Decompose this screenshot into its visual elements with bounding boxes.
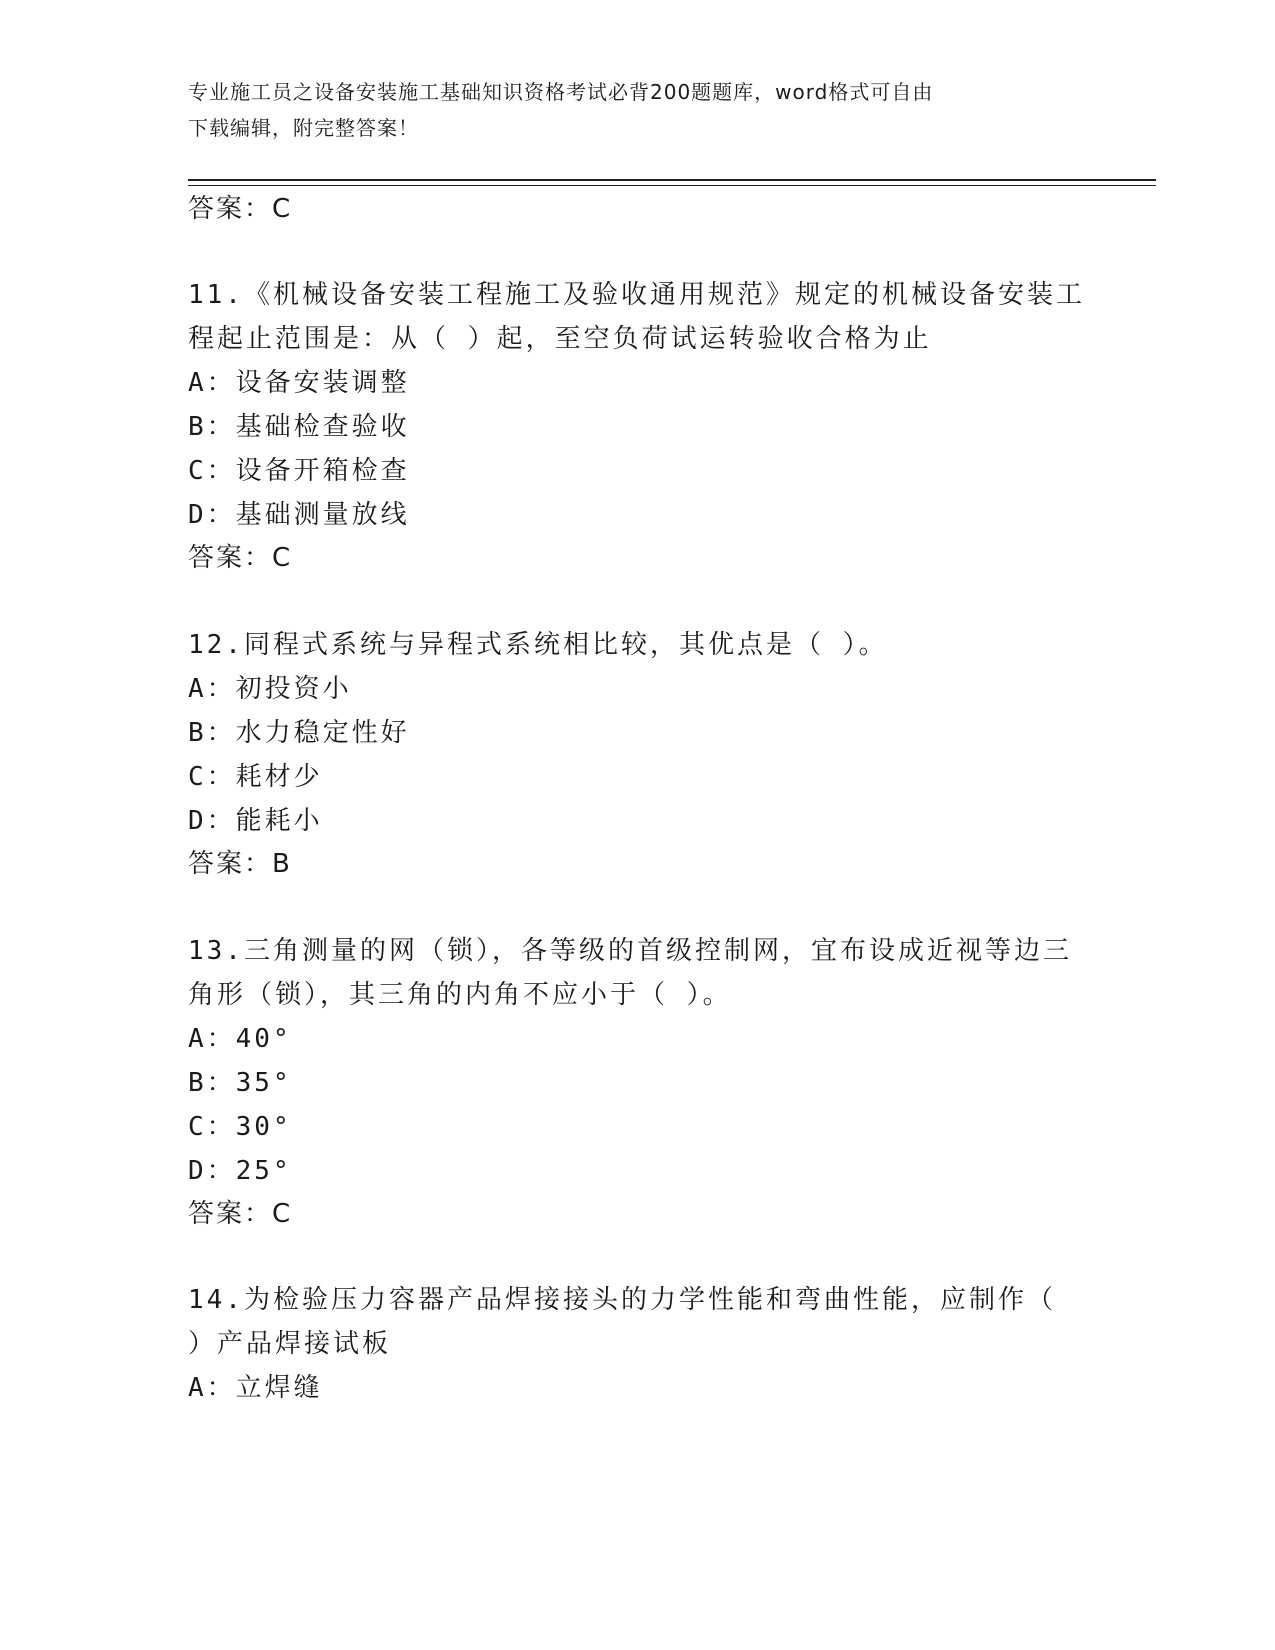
- q14-stem-line-2: ）产品焊接试板: [188, 1329, 392, 1359]
- q13-option-b: B：35°: [188, 1068, 292, 1098]
- q12-option-d: D：能耗小: [188, 806, 323, 836]
- q11-option-a: A：设备安装调整: [188, 368, 410, 398]
- header-divider-thin: [188, 185, 1156, 186]
- q13-option-c: C：30°: [188, 1112, 292, 1142]
- q11-stem-line-1: 11.《机械设备安装工程施工及验收通用规范》规定的机械设备安装工: [188, 280, 1085, 310]
- q11-stem-line-2: 程起止范围是：从（ ）起，至空负荷试运转验收合格为止: [188, 324, 932, 354]
- q13-stem-line-1: 13.三角测量的网（锁），各等级的首级控制网，宜布设成近视等边三: [188, 936, 1072, 966]
- q11-option-d: D：基础测量放线: [188, 500, 410, 530]
- q12-stem-line-1: 12.同程式系统与异程式系统相比较，其优点是（ ）。: [188, 630, 888, 660]
- q11-option-c: C：设备开箱检查: [188, 456, 410, 486]
- q13-answer: 答案：C: [188, 1199, 293, 1229]
- q11-answer: 答案：C: [188, 543, 293, 573]
- q13-option-d: D：25°: [188, 1156, 292, 1186]
- q14-option-a: A：立焊缝: [188, 1373, 323, 1403]
- header-line-2: 下载编辑，附完整答案！: [188, 116, 419, 140]
- q14-stem-line-1: 14.为检验压力容器产品焊接接头的力学性能和弯曲性能，应制作（: [188, 1285, 1056, 1315]
- q12-option-a: A：初投资小: [188, 674, 352, 704]
- q12-option-c: C：耗材少: [188, 762, 323, 792]
- header-divider-thick: [188, 179, 1156, 181]
- previous-answer: 答案：C: [188, 194, 293, 224]
- q11-option-b: B：基础检查验收: [188, 412, 410, 442]
- q12-option-b: B：水力稳定性好: [188, 718, 410, 748]
- document-header: [188, 74, 1088, 146]
- header-line-1: 专业施工员之设备安装施工基础知识资格考试必背200题题库，word格式可自由: [188, 80, 934, 104]
- q13-stem-line-2: 角形（锁），其三角的内角不应小于（ ）。: [188, 980, 732, 1010]
- q13-option-a: A：40°: [188, 1024, 292, 1054]
- q12-answer: 答案：B: [188, 849, 292, 879]
